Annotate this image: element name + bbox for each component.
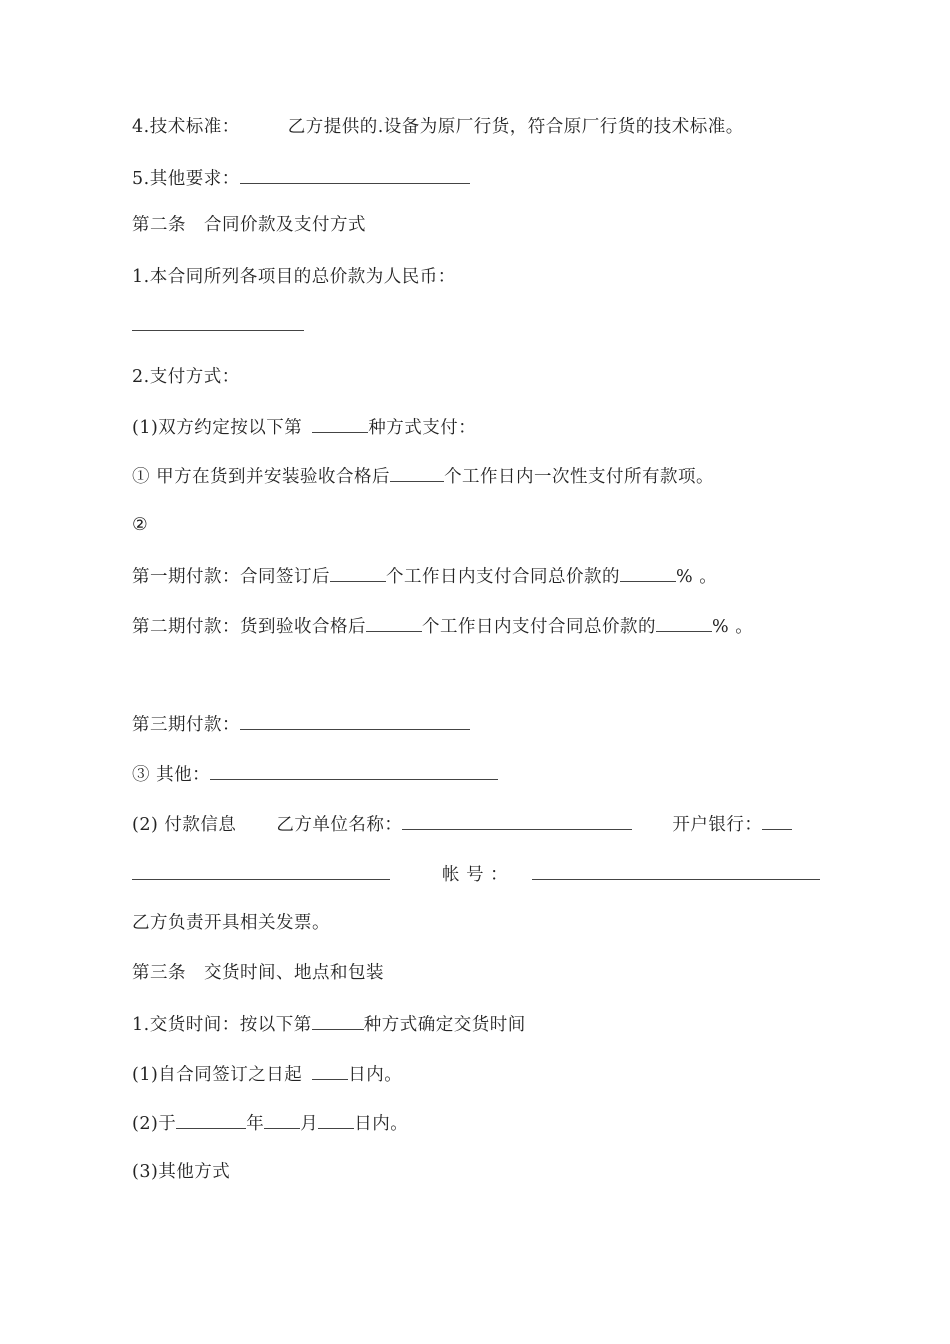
other-option-label: ③ 其他： [132,765,211,785]
article-3-heading: 第三条 交货时间、地点和包装 [132,963,384,983]
party-b-name-label: 乙方单位名称： [276,815,403,835]
account-label: 帐 号 ： [442,865,509,885]
payment-method-line: 2.支付方式： [132,367,240,387]
month-label: 月 [300,1114,319,1134]
tech-standard-text: 乙方提供的.设备为原厂行货，符合原厂行货的技术标准。 [287,117,744,137]
second-payment-days-blank[interactable] [366,613,422,632]
delivery-option-1-suffix: 日内。 [348,1065,403,1085]
delivery-days-blank[interactable] [312,1061,348,1080]
total-price-line: 1.本合同所列各项目的总价款为人民币： [132,267,456,287]
first-payment-percent-blank[interactable] [620,563,676,582]
account-blank[interactable] [532,861,820,880]
payment-choice-prefix: (1)双方约定按以下第 [132,418,303,438]
payment-info-label: (2) 付款信息 [132,815,237,835]
second-payment-line [132,613,753,639]
second-payment-suffix: % 。 [712,617,754,637]
lump-sum-line [132,463,714,489]
delivery-option-1-prefix: (1)自合同签订之日起 [132,1065,303,1085]
other-option-line [132,761,498,787]
delivery-method-blank[interactable] [312,1011,364,1030]
total-price-blank-line [132,312,304,338]
delivery-time-suffix: 种方式确定交货时间 [363,1015,526,1035]
other-requirements-blank[interactable] [240,165,470,184]
third-payment-line [132,711,470,737]
third-payment-blank[interactable] [240,711,470,730]
second-payment-middle: 个工作日内支付合同总价款的 [422,617,656,637]
delivery-time-line [132,1011,526,1037]
third-payment-label: 第三期付款： [132,715,240,735]
bank-blank-continued[interactable] [132,861,390,880]
party-b-name-blank[interactable] [402,811,632,830]
tech-standard-line [132,115,744,139]
first-payment-days-blank[interactable] [330,563,386,582]
delivery-option-1-line [132,1061,402,1087]
other-requirements-label: 5.其他要求： [132,169,240,189]
lump-sum-suffix: 个工作日内一次性支付所有款项。 [444,467,715,487]
first-payment-suffix: % 。 [676,567,718,587]
lump-sum-prefix: ① 甲方在货到并安装验收合格后 [132,467,391,487]
delivery-option-3-line: (3)其他方式 [132,1162,231,1182]
first-payment-line [132,563,717,589]
delivery-month-blank[interactable] [264,1110,300,1129]
tech-standard-label: 4.技术标准： [132,117,240,137]
delivery-time-prefix: 1.交货时间：按以下第 [132,1015,312,1035]
delivery-day-blank[interactable] [318,1110,354,1129]
payment-info-line [132,811,792,837]
second-payment-prefix: 第二期付款：货到验收合格后 [132,617,366,637]
total-price-blank[interactable] [132,312,304,331]
bank-label: 开户银行： [672,815,763,835]
first-payment-prefix: 第一期付款：合同签订后 [132,567,330,587]
other-requirements-line [132,165,470,191]
account-line [132,861,820,887]
year-label: 年 [246,1114,265,1134]
payment-choice-line [132,414,476,440]
second-payment-percent-blank[interactable] [656,613,712,632]
payment-choice-blank[interactable] [312,414,368,433]
option-2-marker: ② [132,515,149,535]
lump-sum-days-blank[interactable] [390,463,444,482]
invoice-line: 乙方负责开具相关发票。 [132,913,330,933]
delivery-option-2-prefix: (2)于 [132,1114,177,1134]
other-option-blank[interactable] [210,761,498,780]
first-payment-middle: 个工作日内支付合同总价款的 [386,567,620,587]
delivery-option-2-line [132,1110,408,1136]
delivery-year-blank[interactable] [176,1110,246,1129]
bank-blank-start[interactable] [762,811,792,830]
payment-choice-suffix: 种方式支付： [368,418,477,438]
day-label: 日内。 [354,1114,409,1134]
article-2-heading: 第二条 合同价款及支付方式 [132,215,366,235]
